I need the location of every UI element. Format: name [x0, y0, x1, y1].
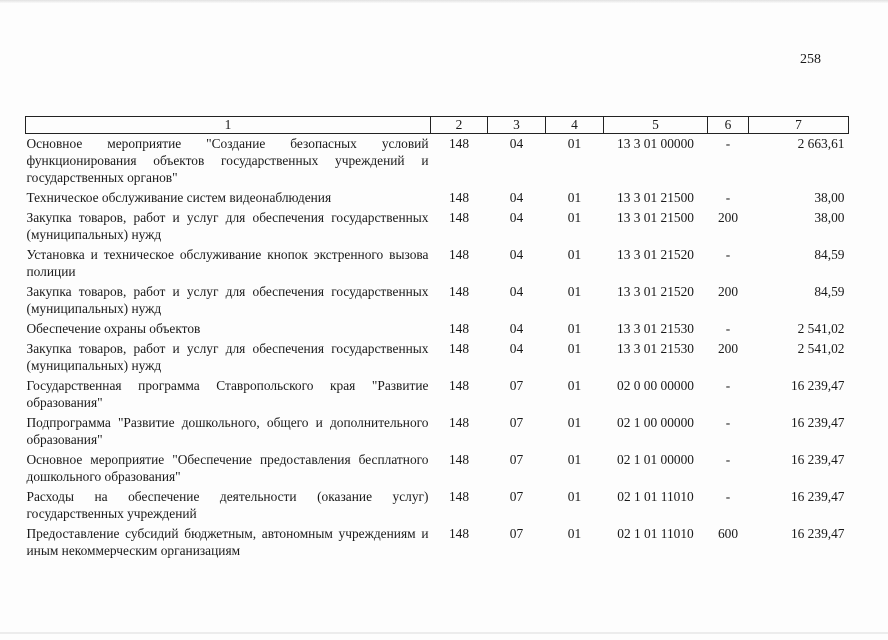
row-col-5: 02 1 01 11010: [617, 526, 694, 541]
row-col-6: 200: [717, 341, 739, 356]
table-row: [26, 413, 849, 450]
row-col-5: 13 3 01 21530: [617, 321, 694, 336]
row-col-2: 148: [448, 190, 470, 205]
row-name: Государственная программа Ставропольского края "Развитие образования": [26, 378, 429, 410]
row-name: Установка и техническое обслуживание кнопок экстренного вызова полиции: [26, 247, 429, 279]
row-col-5: 13 3 01 00000: [617, 136, 694, 151]
row-col-2: 148: [448, 247, 470, 262]
header-cell-1: 1: [26, 117, 431, 134]
row-col-3: 04: [509, 321, 524, 336]
row-col-6: -: [725, 190, 731, 205]
row-col-2: 148: [448, 489, 470, 504]
row-name: Подпрограмма "Развитие дошкольного, общего и дополнительного образования": [26, 415, 429, 447]
row-col-3: 07: [509, 415, 524, 430]
row-col-5: 02 1 01 00000: [617, 452, 694, 467]
row-col-6: -: [725, 378, 731, 393]
row-col-3: 07: [509, 378, 524, 393]
table-row: [26, 339, 849, 376]
row-name: Основное мероприятие "Создание безопасных условий функционирования объектов государственных учреждений и государственных органов": [26, 136, 429, 185]
header-cell-6: 6: [708, 117, 749, 134]
row-col-6: -: [725, 136, 731, 151]
row-col-4: 01: [567, 321, 582, 336]
row-col-2: 148: [448, 321, 470, 336]
row-col-3: 04: [509, 136, 524, 151]
row-col-7: 16 239,47: [790, 489, 845, 504]
row-col-6: -: [725, 321, 731, 336]
row-col-5: 13 3 01 21530: [617, 341, 694, 356]
row-col-2: 148: [448, 210, 470, 225]
table-row: [26, 245, 849, 282]
row-col-7: 38,00: [814, 210, 845, 225]
row-col-7: 16 239,47: [790, 452, 845, 467]
row-col-2: 148: [448, 284, 470, 299]
row-col-5: 02 1 01 11010: [617, 489, 694, 504]
row-col-3: 07: [509, 452, 524, 467]
row-col-5: 13 3 01 21520: [617, 284, 694, 299]
table-row: [26, 134, 849, 189]
row-col-4: 01: [567, 378, 582, 393]
table-row: [26, 188, 849, 208]
row-col-2: 148: [448, 452, 470, 467]
row-col-2: 148: [448, 341, 470, 356]
row-col-6: -: [725, 489, 731, 504]
row-col-6: 200: [717, 284, 739, 299]
row-name: Закупка товаров, работ и услуг для обеспечения государственных (муниципальных) нужд: [26, 284, 429, 316]
row-col-4: 01: [567, 489, 582, 504]
row-col-7: 2 541,02: [797, 321, 845, 336]
row-col-5: 13 3 01 21500: [617, 190, 694, 205]
row-name: Техническое обслуживание систем видеонаблюдения: [26, 190, 332, 205]
table-row: [26, 450, 849, 487]
header-cell-2: 2: [431, 117, 488, 134]
header-cell-3: 3: [488, 117, 546, 134]
row-col-3: 07: [509, 526, 524, 541]
row-col-3: 04: [509, 341, 524, 356]
row-col-3: 04: [509, 210, 524, 225]
row-col-4: 01: [567, 526, 582, 541]
row-col-4: 01: [567, 452, 582, 467]
row-col-7: 2 541,02: [797, 341, 845, 356]
row-col-2: 148: [448, 526, 470, 541]
row-col-4: 01: [567, 284, 582, 299]
row-col-5: 13 3 01 21500: [617, 210, 694, 225]
table-row: [26, 524, 849, 561]
row-col-4: 01: [567, 415, 582, 430]
row-col-7: 38,00: [814, 190, 845, 205]
row-name: Предоставление субсидий бюджетным, автономным учреждениям и иным некоммерческим организациям: [26, 526, 429, 558]
scan-edge-bottom: [0, 632, 888, 634]
row-col-5: 13 3 01 21520: [617, 247, 694, 262]
row-name: Основное мероприятие "Обеспечение предоставления бесплатного дошкольного образования": [26, 452, 429, 484]
row-col-3: 04: [509, 190, 524, 205]
row-col-4: 01: [567, 190, 582, 205]
row-name: Обеспечение охраны объектов: [26, 321, 201, 336]
table-row: [26, 208, 849, 245]
table-row: [26, 282, 849, 319]
row-col-3: 07: [509, 489, 524, 504]
row-col-6: -: [725, 452, 731, 467]
header-cell-5: 5: [604, 117, 708, 134]
row-col-3: 04: [509, 247, 524, 262]
table-row: [26, 376, 849, 413]
row-col-2: 148: [448, 136, 470, 151]
row-col-5: 02 1 00 00000: [617, 415, 694, 430]
row-col-2: 148: [448, 415, 470, 430]
row-col-4: 01: [567, 341, 582, 356]
row-col-4: 01: [567, 210, 582, 225]
header-cell-7: 7: [749, 117, 849, 134]
row-col-7: 16 239,47: [790, 378, 845, 393]
row-col-6: 600: [717, 526, 739, 541]
row-name: Расходы на обеспечение деятельности (оказание услуг) государственных учреждений: [26, 489, 429, 521]
row-col-4: 01: [567, 136, 582, 151]
row-col-6: -: [725, 247, 731, 262]
row-col-7: 84,59: [814, 247, 845, 262]
header-cell-4: 4: [546, 117, 604, 134]
scan-edge-top: [0, 0, 888, 3]
row-name: Закупка товаров, работ и услуг для обеспечения государственных (муниципальных) нужд: [26, 210, 429, 242]
row-col-7: 2 663,61: [797, 136, 845, 151]
row-col-7: 16 239,47: [790, 526, 845, 541]
row-col-7: 84,59: [814, 284, 845, 299]
row-col-3: 04: [509, 284, 524, 299]
table-row: [26, 487, 849, 524]
row-col-7: 16 239,47: [790, 415, 845, 430]
row-col-5: 02 0 00 00000: [617, 378, 694, 393]
budget-table: [25, 116, 849, 561]
row-col-2: 148: [448, 378, 470, 393]
row-col-4: 01: [567, 247, 582, 262]
row-col-6: 200: [717, 210, 739, 225]
row-col-6: -: [725, 415, 731, 430]
table-header-row: [26, 117, 849, 134]
page-number: 258: [800, 52, 821, 67]
row-name: Закупка товаров, работ и услуг для обеспечения государственных (муниципальных) нужд: [26, 341, 429, 373]
table-row: [26, 319, 849, 339]
